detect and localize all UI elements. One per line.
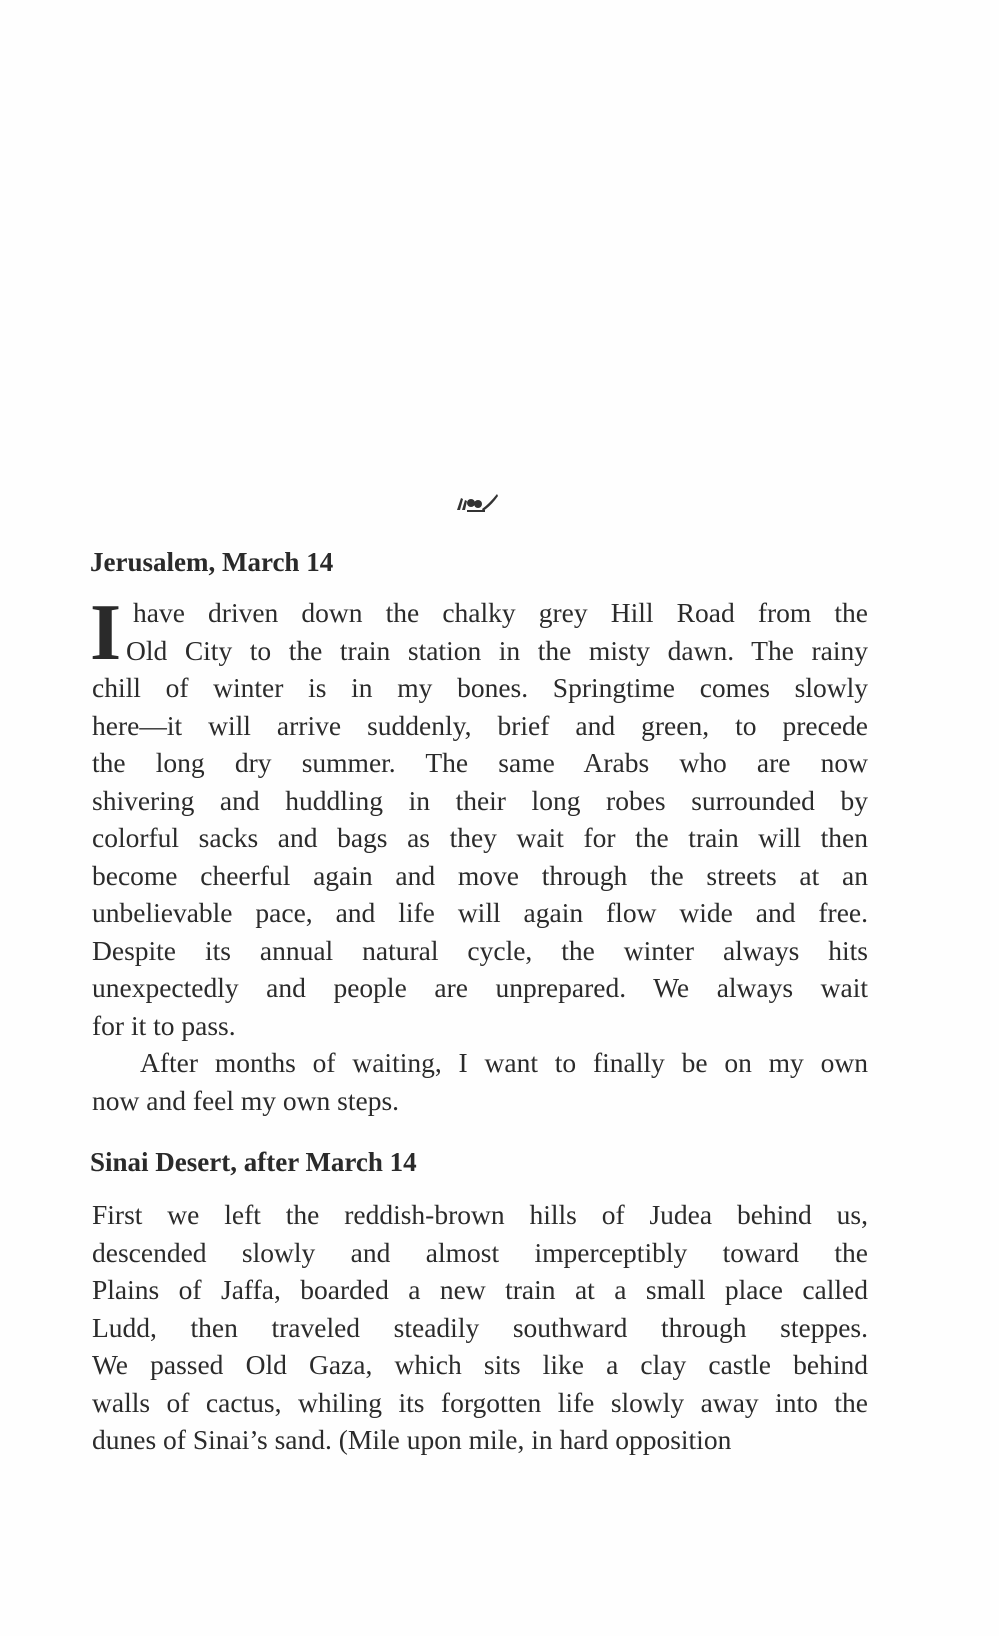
text-line: unexpectedly and people are unprepared. We always wait	[92, 972, 868, 1003]
text-line: the long dry summer. The same Arabs who are now	[92, 747, 868, 778]
text-line: now and feel my own steps.	[92, 1084, 400, 1116]
text-line: colorful sacks and bags as they wait for the train will then	[92, 822, 868, 853]
section-heading: Jerusalem, March 14	[90, 547, 334, 577]
text-line: walls of cactus, whiling its forgotten life slowly away into the	[92, 1386, 868, 1418]
text-line: unbelievable pace, and life will again flow wide and free.	[92, 897, 868, 928]
text-line: have driven down the chalky grey Hill Road from the	[133, 597, 868, 628]
drop-cap: I	[90, 589, 122, 677]
section-heading: Sinai Desert, after March 14	[90, 1147, 417, 1177]
text-line: become cheerful again and move through the streets at an	[92, 859, 868, 891]
text-line: First we left the reddish-brown hills of Judea behind us,	[92, 1199, 868, 1230]
text-line: Plains of Jaffa, boarded a new train at a small place called	[92, 1274, 868, 1305]
floral-ornament-icon	[455, 490, 499, 514]
text-line: Old City to the train station in the misty dawn. The rainy	[126, 634, 868, 666]
text-line: shivering and huddling in their long robes surrounded by	[92, 784, 868, 816]
text-line: After months of waiting, I want to finally be on my own	[140, 1047, 868, 1078]
text-line: chill of winter is in my bones. Springtime comes slowly	[92, 672, 868, 703]
text-line: Despite its annual natural cycle, the winter always hits	[92, 934, 868, 966]
text-line: We passed Old Gaza, which sits like a clay castle behind	[92, 1349, 868, 1380]
text-line: Ludd, then traveled steadily southward through steppes.	[92, 1311, 868, 1343]
text-line: here—it will arrive suddenly, brief and green, to precede	[92, 709, 868, 741]
text-line: dunes of Sinai’s sand. (Mile upon mile, in hard opposition	[92, 1424, 732, 1455]
text-line: for it to pass.	[92, 1009, 236, 1041]
text-line: descended slowly and almost imperceptibly toward the	[92, 1236, 868, 1268]
